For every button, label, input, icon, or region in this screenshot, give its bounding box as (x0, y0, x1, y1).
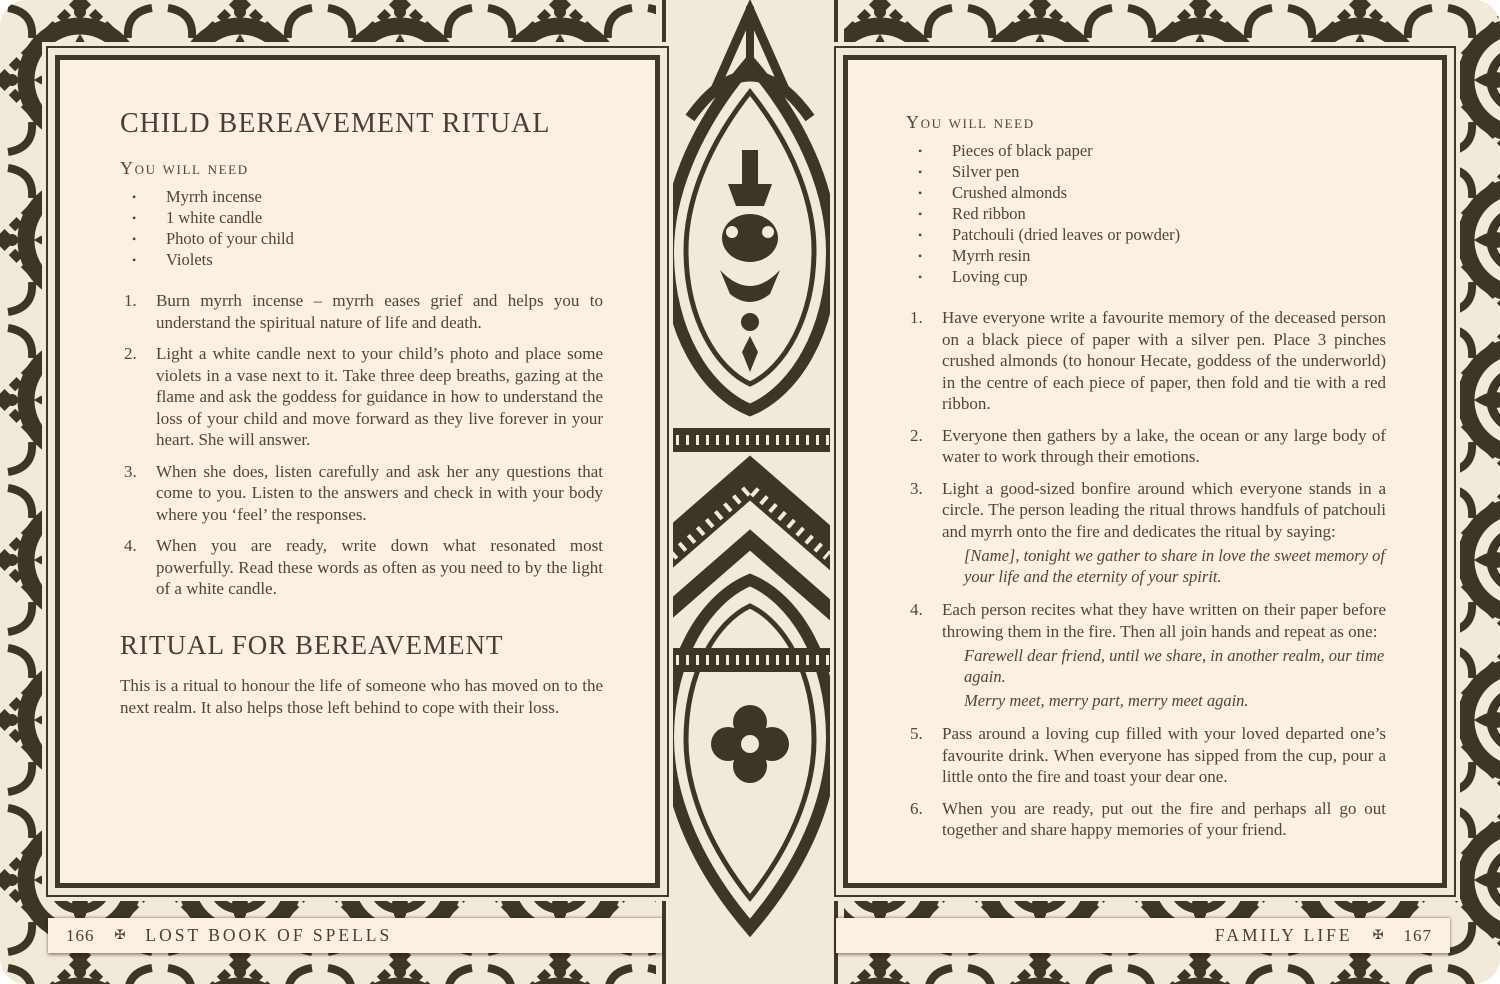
supply-label: Loving cup (952, 267, 1028, 286)
supply-label: Patchouli (dried leaves or powder) (952, 225, 1181, 244)
step-number: 2. (124, 344, 137, 363)
step-quote-line: [Name], tonight we gather to share in love the sweet memory of your life and the eternity of your spirit. (964, 546, 1385, 586)
supply-item (906, 183, 1386, 203)
gutter-ornament (656, 0, 844, 984)
supply-item (906, 225, 1386, 245)
bullet-icon: • (132, 253, 137, 267)
step-text: When you are ready, put out the fire and perhaps all go out together and share happy memories of your friend. (942, 798, 1386, 839)
right-footer-bar (836, 918, 1450, 953)
step-item (120, 290, 603, 333)
step-item (120, 461, 603, 526)
bullet-icon: • (918, 249, 923, 263)
supply-label: Silver pen (952, 162, 1020, 181)
bullet-icon: • (918, 270, 923, 284)
step-text: Light a good-sized bonfire around which everyone stands in a circle. The person leading the ritual throws handfuls of patchouli and myrrh onto the fire and dedicates the ritual by saying: (942, 478, 1386, 541)
steps-list-right (906, 307, 1386, 841)
step-text: When you are ready, write down what resonated most powerfully. Read these words as often as you need to by the light of a white candle. (156, 536, 603, 598)
step-number: 4. (910, 600, 923, 619)
step-text: Everyone then gathers by a lake, the ocean or any large body of water to work through their emotions. (942, 425, 1386, 466)
step-item (906, 599, 1386, 713)
chapter-title-footer: FAMILY LIFE (1214, 925, 1353, 945)
maltese-cross-icon: ✠ (1372, 926, 1384, 942)
step-number: 1. (910, 308, 923, 327)
supply-item (906, 246, 1386, 266)
step-number: 3. (910, 478, 923, 498)
supply-item (120, 229, 603, 249)
left-page-section-title: RITUAL FOR BEREAVEMENT (120, 629, 504, 660)
step-number: 3. (124, 461, 137, 481)
supply-label: Crushed almonds (952, 183, 1068, 202)
step-item (906, 798, 1386, 841)
you-will-need-heading-right: You will need (906, 112, 1035, 132)
bullet-icon: • (918, 144, 923, 158)
right-page (843, 55, 1447, 888)
supply-label: Photo of your child (166, 229, 294, 248)
left-page (55, 55, 660, 888)
supplies-list-left (120, 187, 603, 270)
step-item (906, 307, 1386, 415)
bullet-icon: • (918, 165, 923, 179)
supply-label: Violets (166, 250, 213, 269)
left-page-title: CHILD BEREAVEMENT RITUAL (120, 108, 551, 139)
step-text: Light a white candle next to your child’s photo and place some violets in a vase next to it. Take three deep breaths, gazing at the flame and ask the goddess for guidance in how to understand the loss of your child and move forward as they live forever in your heart. She will answer. (156, 344, 603, 449)
bullet-icon: • (918, 228, 923, 242)
supply-label: Red ribbon (952, 204, 1026, 223)
supply-label: Myrrh incense (166, 187, 262, 206)
step-text: Each person recites what they have written on their paper before throwing them in the fire. Then all join hands and repeat as one: (942, 600, 1386, 641)
step-item (906, 478, 1386, 590)
step-number: 6. (910, 798, 923, 818)
step-text: Have everyone write a favourite memory of the deceased person on a black piece of paper with a silver pen. Place 3 pinches crushed almonds (to honour Hecate, goddess of the underworld) in the centre of each piece of paper, then fold and tie with a red ribbon. (942, 308, 1386, 413)
bullet-icon: • (132, 232, 137, 246)
left-footer-bar (48, 918, 662, 953)
step-item (120, 535, 603, 600)
supply-item (906, 141, 1386, 161)
supply-label: Myrrh resin (952, 246, 1031, 265)
supply-item (906, 267, 1386, 287)
supplies-list-right (906, 141, 1386, 287)
step-text: Pass around a loving cup filled with your loved departed one’s favourite drink. When everyone has sipped from the cup, pour a little onto the fire and toast your dear one. (942, 724, 1386, 786)
supply-item (906, 162, 1386, 182)
supply-item (906, 204, 1386, 224)
bullet-icon: • (918, 207, 923, 221)
step-text: Burn myrrh incense – myrrh eases grief and helps you to understand the spiritual nature of life and death. (156, 291, 603, 332)
step-number: 1. (124, 291, 137, 310)
step-text: When she does, listen carefully and ask her any questions that come to you. Listen to the answers and check in with your body where you ‘feel’ the responses. (156, 461, 603, 524)
step-quote-line: Farewell dear friend, until we share, in another realm, our time again. (964, 646, 1385, 686)
step-item (120, 343, 603, 451)
steps-list-left (120, 290, 603, 600)
book-title-footer: LOST BOOK OF SPELLS (145, 925, 393, 945)
step-number: 2. (910, 425, 923, 445)
bullet-icon: • (132, 190, 137, 204)
you-will-need-heading-left: You will need (120, 158, 249, 178)
step-number: 4. (124, 536, 137, 555)
bullet-icon: • (918, 186, 923, 200)
step-number: 5. (910, 724, 923, 743)
step-item (906, 723, 1386, 788)
maltese-cross-icon: ✠ (114, 926, 126, 942)
supply-label: Pieces of black paper (952, 141, 1093, 160)
supply-item (120, 187, 603, 207)
section-intro-paragraph: This is a ritual to honour the life of someone who has moved on to the next realm. It also helps those left behind to cope with their loss. (120, 675, 603, 717)
step-item (906, 425, 1386, 468)
right-page-number: 167 (1403, 925, 1432, 945)
supply-item (120, 208, 603, 228)
supply-label: 1 white candle (166, 208, 263, 227)
left-page-number: 166 (66, 925, 95, 945)
bullet-icon: • (132, 211, 137, 225)
step-quote-line: Merry meet, merry part, merry meet again. (964, 691, 1249, 710)
supply-item (120, 250, 603, 270)
